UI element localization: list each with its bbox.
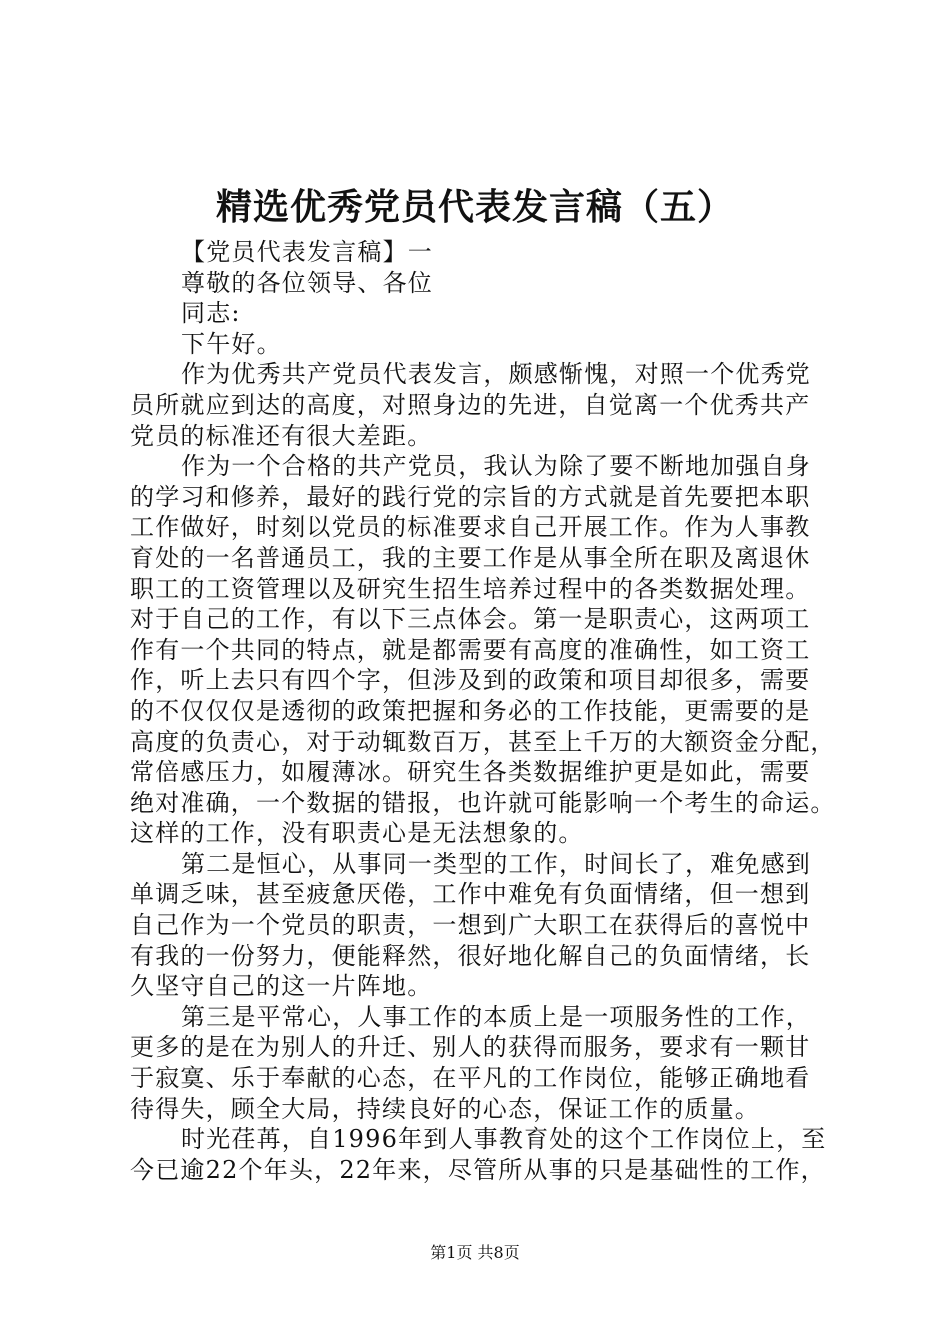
body-text-line: 第二是恒心，从事同一类型的工作，时间长了，难免感到: [181, 849, 811, 878]
body-text-line: 职工的工资管理以及研究生招生培养过程中的各类数据处理。: [130, 574, 811, 603]
body-text-line: 同志:: [181, 299, 241, 328]
body-text-line: 更多的是在为别人的升迁、别人的获得而服务，要求有一颗甘: [130, 1033, 811, 1062]
body-text-line: 第三是平常心，人事工作的本质上是一项服务性的工作，: [181, 1002, 811, 1031]
body-text-line: 作为优秀共产党员代表发言，颇感惭愧，对照一个优秀党: [181, 360, 811, 389]
body-text-line: 对于自己的工作，有以下三点体会。第一是职责心，这两项工: [130, 605, 811, 634]
document-body: [130, 237, 840, 1185]
body-text-line: 员所就应到达的高度，对照身边的先进，自觉离一个优秀共产: [130, 390, 811, 419]
body-text-line: 时光荏苒，自1996年到人事教育处的这个工作岗位上，至: [181, 1125, 827, 1154]
body-text-line: 尊敬的各位领导、各位: [181, 268, 433, 297]
body-text-line: 绝对准确，一个数据的错报，也许就可能影响一个考生的命运。: [130, 788, 836, 817]
body-text-line: 的不仅仅仅是透彻的政策把握和务必的工作技能，更需要的是: [130, 696, 811, 725]
body-text-line: 常倍感压力，如履薄冰。研究生各类数据维护更是如此，需要: [130, 758, 811, 787]
body-text-line: 作为一个合格的共产党员，我认为除了要不断地加强自身: [181, 452, 811, 481]
body-text-line: 下午好。: [181, 329, 282, 358]
body-text-line: 高度的负责心，对于动辄数百万，甚至上千万的大额资金分配，: [130, 727, 836, 756]
body-text-line: 工作做好，时刻以党员的标准要求自己开展工作。作为人事教: [130, 513, 811, 542]
body-text-line: 作，听上去只有四个字，但涉及到的政策和项目却很多，需要: [130, 666, 811, 695]
body-text-line: 育处的一名普通员工，我的主要工作是从事全所在职及离退休: [130, 543, 811, 572]
body-text-line: 作有一个共同的特点，就是都需要有高度的准确性，如工资工: [130, 635, 811, 664]
body-text-line: 自己作为一个党员的职责，一想到广大职工在获得后的喜悦中: [130, 911, 811, 940]
body-text-line: 这样的工作，没有职责心是无法想象的。: [130, 819, 584, 848]
body-text-line: 有我的一份努力，便能释然，很好地化解自己的负面情绪，长: [130, 941, 811, 970]
body-text-line: 待得失，顾全大局，持续良好的心态，保证工作的质量。: [130, 1094, 760, 1123]
body-text-line: 单调乏味，甚至疲惫厌倦，工作中难免有负面情绪，但一想到: [130, 880, 811, 909]
body-text-line: 的学习和修养，最好的践行党的宗旨的方式就是首先要把本职: [130, 482, 811, 511]
body-text-line: 久坚守自己的这一片阵地。: [130, 972, 433, 1001]
body-text-line: 【党员代表发言稿】一: [181, 238, 433, 266]
page-footer: 第1页 共8页: [430, 1243, 520, 1262]
body-text-line: 今已逾22个年头，22年来，尽管所从事的只是基础性的工作，: [130, 1155, 826, 1184]
body-text-line: 党员的标准还有很大差距。: [130, 421, 433, 450]
body-text-line: 于寂寞、乐于奉献的心态，在平凡的工作岗位，能够正确地看: [130, 1064, 811, 1093]
document-title: 精选优秀党员代表发言稿（五）: [215, 186, 734, 228]
